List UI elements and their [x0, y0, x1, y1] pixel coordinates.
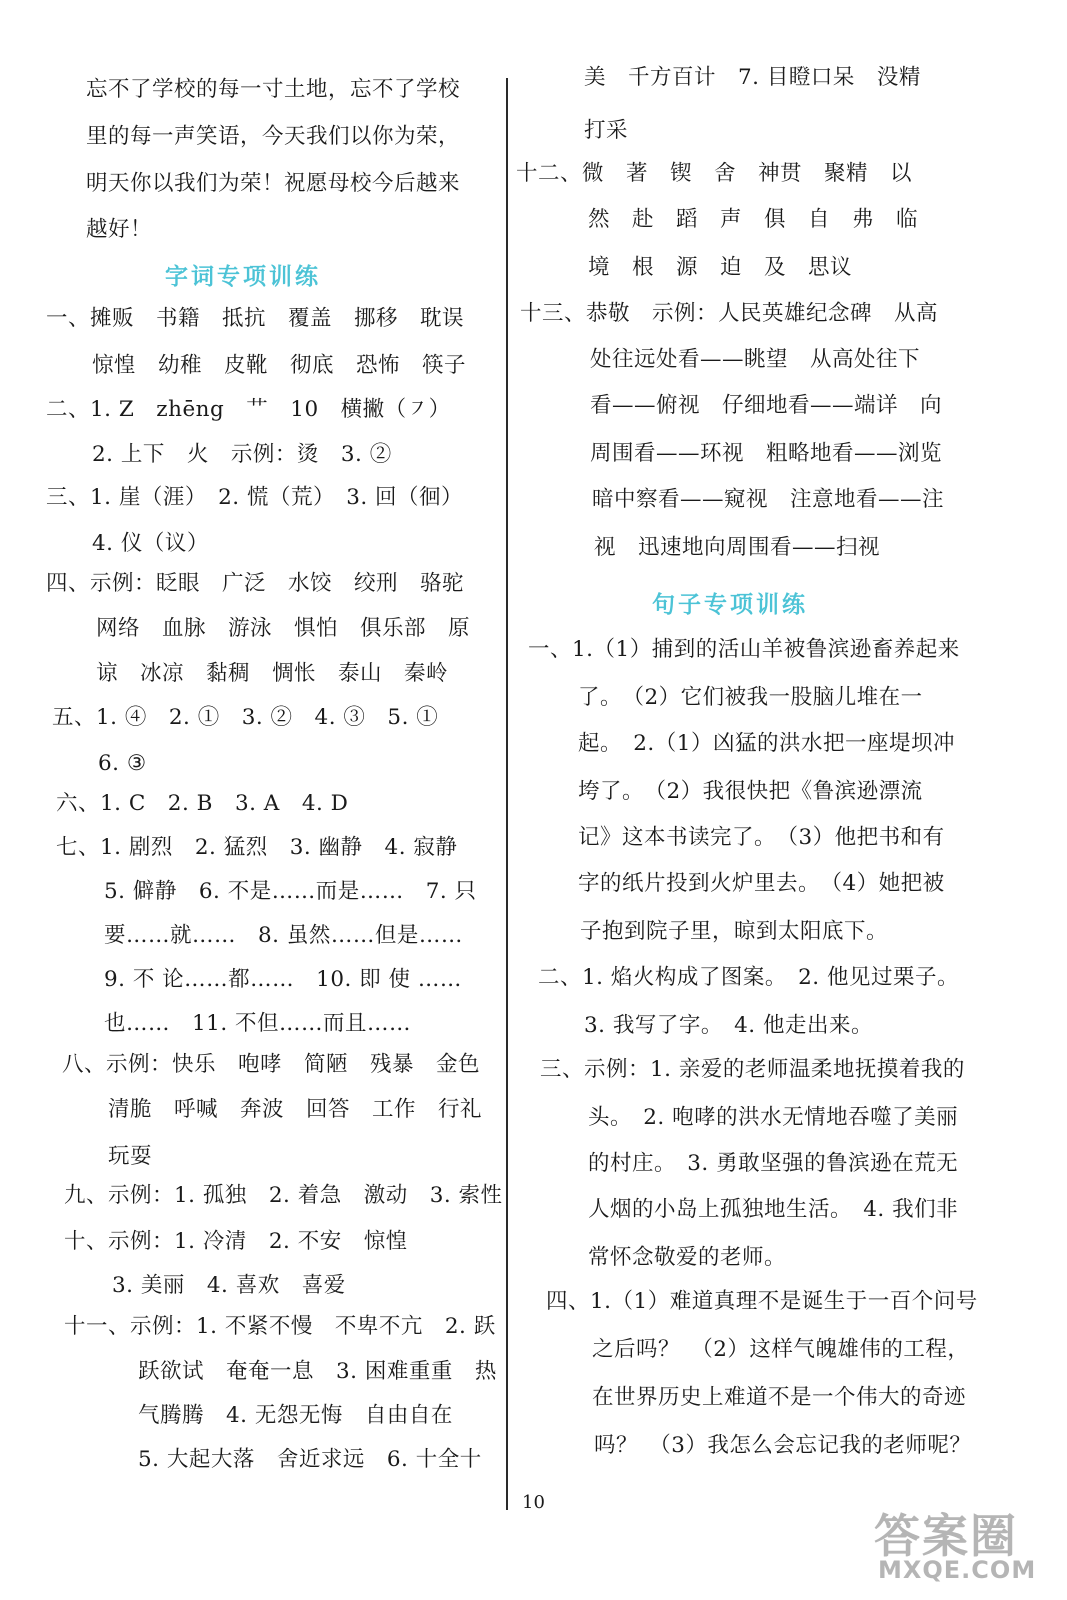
answer-line: 十一、示例：1. 不紧不慢 不卑不亢 2. 跃 — [64, 1314, 496, 1339]
answer-line: 明天你以我们为荣！祝愿母校今后越来 — [86, 171, 461, 196]
answer-line: 五、1. ④ 2. ① 3. ② 4. ③ 5. ① — [52, 705, 439, 730]
section-heading-sentence-training: 句子专项训练 — [652, 592, 808, 618]
watermark-logo — [872, 1500, 1057, 1588]
answer-line: 十三、恭敬 示例：人民英雄纪念碑 从高 — [520, 301, 939, 326]
answer-line: 4. 仪（议） — [92, 531, 209, 556]
answer-line: 谅 冰凉 黏稠 惆怅 泰山 秦岭 — [96, 661, 449, 686]
answer-line: 里的每一声笑语，今天我们以你为荣， — [86, 124, 461, 149]
answer-line: 打采 — [584, 118, 629, 143]
watermark-url: MXQE.COM — [878, 1556, 1037, 1584]
answer-line: 3. 美丽 4. 喜欢 喜爱 — [112, 1273, 346, 1298]
answer-line: 八、示例：快乐 咆哮 简陋 残暴 金色 — [62, 1052, 481, 1077]
answer-line: 记》这本书读完了。 （3）他把书和有 — [578, 825, 945, 850]
answer-line: 九、示例：1. 孤独 2. 着急 激动 3. 索性 — [64, 1183, 503, 1208]
answer-line: 六、1. C 2. B 3. A 4. D — [56, 791, 349, 816]
answer-line: 跃欲试 奄奄一息 3. 困难重重 热 — [138, 1359, 497, 1384]
answer-line: 一、1.（1）捕到的活山羊被鲁滨逊畜养起来 — [528, 637, 960, 662]
answer-line: 5. 僻静 6. 不是……而是…… 7. 只 — [104, 879, 477, 904]
answer-line: 2. 上下 火 示例：烫 3. ② — [92, 442, 392, 467]
answer-line: 然 赴 蹈 声 俱 自 弗 临 — [588, 207, 919, 232]
answer-line: 之后吗？ （2）这样气魄雄伟的工程， — [592, 1337, 970, 1362]
answer-line: 二、1. 焰火构成了图案。 2. 他见过栗子。 — [538, 965, 959, 990]
answer-line: 四、1.（1）难道真理不是诞生于一百个问号 — [546, 1289, 978, 1314]
answer-line: 在世界历史上难道不是一个伟大的奇迹 — [592, 1385, 967, 1410]
answer-line: 视 迅速地向周围看——扫视 — [594, 535, 881, 560]
page-number: 10 — [522, 1492, 545, 1513]
answer-line: 越好！ — [86, 217, 153, 242]
answer-line: 子抱到院子里，晾到太阳底下。 — [580, 919, 889, 944]
answer-line: 起。 2.（1）凶猛的洪水把一座堤坝冲 — [578, 731, 955, 756]
answer-line: 9. 不 论……都…… 10. 即 使 …… — [104, 967, 462, 992]
answer-line: 的村庄。 3. 勇敢坚强的鲁滨逊在荒无 — [588, 1151, 959, 1176]
answer-line: 字的纸片投到火炉里去。 （4）她把被 — [578, 871, 945, 896]
answer-line: 气腾腾 4. 无怨无悔 自由自在 — [138, 1403, 453, 1428]
answer-line: 垮了。 （2）我很快把《鲁滨逊漂流 — [578, 779, 923, 804]
section-heading-word-training: 字词专项训练 — [165, 264, 321, 290]
answer-line: 清脆 呼喊 奔波 回答 工作 行礼 — [108, 1097, 483, 1122]
answer-line: 吗？ （3）我怎么会忘记我的老师呢？ — [594, 1433, 972, 1458]
answer-line: 十二、微 著 锲 舍 神贯 聚精 以 — [516, 161, 913, 186]
answer-line: 5. 大起大落 舍近求远 6. 十全十 — [138, 1447, 482, 1472]
answer-line: 一、摊贩 书籍 抵抗 覆盖 挪移 耽误 — [46, 306, 465, 331]
answer-line: 美 千方百计 7. 目瞪口呆 没精 — [584, 65, 921, 90]
answer-line: 二、1. Z zhēng 艹 10 横撇（㇇） — [46, 397, 451, 422]
answer-line: 也…… 11. 不但……而且…… — [104, 1011, 412, 1036]
answer-line: 了。 （2）它们被我一股脑儿堆在一 — [578, 685, 923, 710]
answer-line: 6. ③ — [98, 751, 147, 776]
answer-line: 要……就…… 8. 虽然……但是…… — [104, 923, 463, 948]
answer-line: 头。 2. 咆哮的洪水无情地吞噬了美丽 — [588, 1105, 959, 1130]
answer-line: 忘不了学校的每一寸土地，忘不了学校 — [86, 77, 461, 102]
answer-line: 暗中察看——窥视 注意地看——注 — [592, 487, 945, 512]
answer-line: 玩耍 — [108, 1144, 153, 1169]
answer-line: 处往远处看——眺望 从高处往下 — [590, 347, 921, 372]
answer-line: 三、1. 崖（涯） 2. 慌（荒） 3. 回（徊） — [46, 485, 464, 510]
answer-line: 惊惶 幼稚 皮靴 彻底 恐怖 筷子 — [92, 353, 467, 378]
answer-line: 看——俯视 仔细地看——端详 向 — [590, 393, 943, 418]
watermark-main-text: 答案圈 — [874, 1509, 1018, 1563]
answer-line: 四、示例：眨眼 广泛 水饺 绞刑 骆驼 — [46, 571, 465, 596]
answer-line: 七、1. 剧烈 2. 猛烈 3. 幽静 4. 寂静 — [56, 835, 458, 860]
column-divider — [506, 78, 508, 1510]
answer-line: 网络 血脉 游泳 惧怕 俱乐部 原 — [96, 616, 471, 641]
answer-line: 境 根 源 迫 及 思议 — [588, 255, 853, 280]
answer-line: 三、示例：1. 亲爱的老师温柔地抚摸着我的 — [540, 1057, 965, 1082]
answer-line: 常怀念敬爱的老师。 — [588, 1245, 787, 1270]
answer-line: 3. 我写了字。 4. 他走出来。 — [584, 1013, 873, 1038]
answer-line: 周围看——环视 粗略地看——浏览 — [590, 441, 943, 466]
answer-line: 人烟的小岛上孤独地生活。 4. 我们非 — [588, 1197, 959, 1222]
answer-line: 十、示例：1. 冷清 2. 不安 惊惶 — [64, 1229, 408, 1254]
